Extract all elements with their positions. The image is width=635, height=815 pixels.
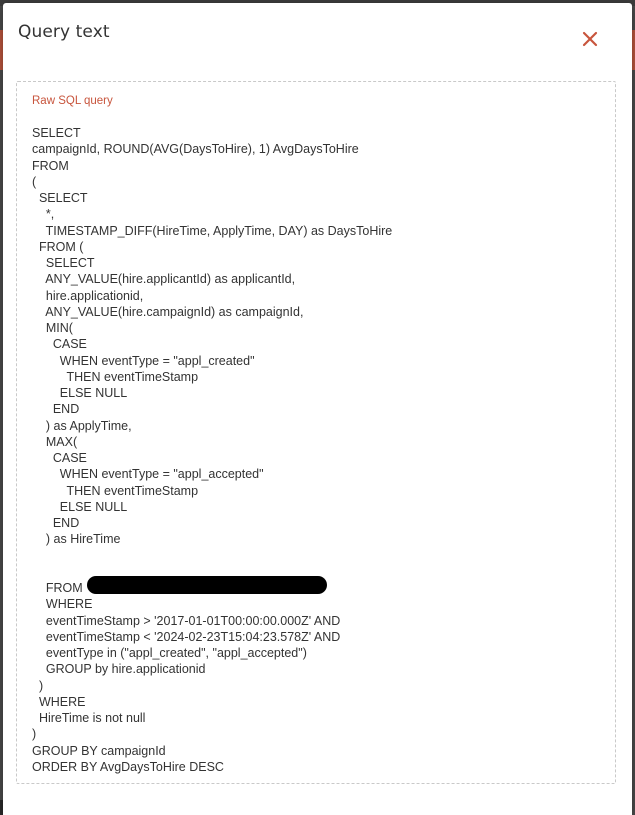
query-label: Raw SQL query xyxy=(32,95,113,107)
sql-query-text[interactable]: SELECT campaignId, ROUND(AVG(DaysToHire), 1) AvgDaysToHire FROM ( SELECT *, TIMESTAMP_DIFF(HireTime, ApplyTime, DAY) as DaysToHire FROM ( SELECT ANY_VALUE(hire.applicantId) as applicantId, hire.applicationid, ANY_VALUE(hire.campaignId) as campaignId, MIN( CASE WHEN eventType = "appl_created" THEN eventTimeStamp ELSE NULL END ) as ApplyTime, MAX( CASE WHEN eventType = "appl_accepted" THEN eventTimeStamp ELSE NULL END ) as HireTime FROM WHERE eventTimeStamp > '2017-01-01T00:00:00.000Z' AND eventTimeStamp < '2024-02-23T15:04:23.578Z' AND eventType in ("appl_created", "appl_accepted") GROUP by hire.applicationid ) WHERE HireTime is not null ) GROUP BY campaignId ORDER BY AvgDaysToHire DESC xyxy=(32,126,393,774)
close-button[interactable] xyxy=(577,26,603,52)
dialog-header xyxy=(3,3,632,65)
query-text-dialog xyxy=(3,3,632,815)
close-icon xyxy=(577,26,603,52)
redacted-table-name xyxy=(87,576,327,594)
dialog-title: Query text xyxy=(18,22,110,42)
query-container xyxy=(16,81,616,784)
